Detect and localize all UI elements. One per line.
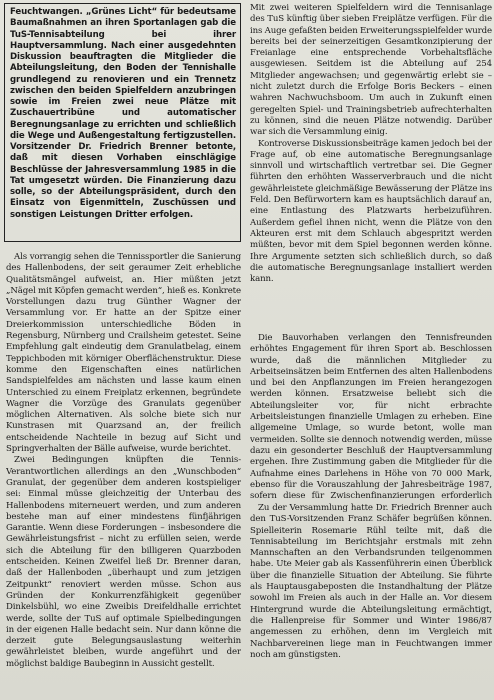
- lead-box: [4, 3, 241, 242]
- right-block-freiplaetze: [250, 3, 492, 323]
- paragraph-versammlung: Zu der Versammlung hatte Dr. Friedrich Brenner auch den TuS-Vorsitzenden Franz Schäfer begrüßen können. Spielleiterin Rosemarie Rühl teilte mit, daß die Tennisabteilung im Berichtsjahr erstmals mit zehn Mannschaften an den Verbandsrunden teilgenommen habe. Ute Meier gab als Kassenführerin einen Überblick über die finanzielle Situation der Abteilung. Sie führte als Hauptausgabeposten die Instandhaltung der Plätze sowohl im Freien als auch in der Halle an. Vor diesem Hintergrund wurde die Abteilungsleitung ermächtigt, die Hallenpreise für Sommer und Winter 1986/87 angemessen zu erhöhen, denn im Vergleich mit Nachbarvereinen liege man in Feuchtwangen immer noch am günstigsten.: [250, 503, 492, 660]
- right-block-bauvorhaben: [250, 333, 492, 501]
- paragraph-hallenboden: Als vorrangig sehen die Tennissportler die Sanierung des Hallenbodens, der seit geraumer Zeit erhebliche Qualitätsmängel aufweist, an. Hier müßten jetzt „Nägel mit Köpfen gemacht werden“, hieß es. Konkrete Vorstellungen dazu trug Günther Wagner der Versammlung vor. Er hatte an der Spitze einer Dreierkommission unterschiedliche Böden in Regensburg, Nürnberg und Crailsheim getestet. Seine Empfehlung galt eindeutig dem Granulatbelag, einem Teppichboden mit körniger Oberflächenstruktur. Diese komme den Eigenschaften eines natürlichen Sandspielfeldes am nächsten und lasse kaum einen Unterschied zu einem Freiplatz erkennen, begründete Wagner die Vorzüge des Granulats gegenüber möglichen Alternativen. Als solche biete sich nur Kunstrasen mit Quarzsand an, der freilich entscheidende Nachteile in bezug auf Sicht und Springverhalten der Bälle aufweise, wurde berichtet.: [6, 252, 241, 455]
- right-block-versammlung: [250, 503, 492, 693]
- lead-paragraph: [10, 7, 236, 221]
- paragraph-spielfelder: Mit zwei weiteren Spielfeldern wird die Tennisanlage des TuS künftig über sieben Freiplätze verfügen. Für die ins Auge gefaßten beiden Erweiterungsspielfelder wurde bereits bei der seinerzeitigen Gesamtkonzipierung der Freianlage eine entsprechende Vorbehaltsfläche ausgewiesen. Seitdem ist die Abteilung auf 254 Mitglieder angewachsen; und gegenwärtig erlebt sie – nicht zuletzt durch die Erfolge Boris Beckers – einen wahren Nachwuchsboom. Um auch in Zukunft einen geregelten Spiel- und Trainingsbetrieb aufrechterhalten zu können, sind die neuen Plätze notwendig. Darüber war sich die Versammlung einig.: [250, 3, 492, 138]
- right-column: [250, 0, 492, 693]
- left-body: [6, 252, 241, 700]
- paragraph-bauvorhaben: Die Bauvorhaben verlangen den Tennisfreunden erhöhtes Engagement für ihren Sport ab. Beschlossen wurde, daß die männlichen Mitglieder zu Arbeitseinsätzen beim Entfernen des alten Hallenbodens und bei den Anpflanzungen im Freien herangezogen werden können. Ersatzweise beliebt sich die Abteilungsleiter vor, für nicht erbrachte Arbeitsleistungen finanzielle Umlagen zu erheben. Eine allgemeine Umlage, so wurde betont, wolle man vermeiden. Sollte sie dennoch notwendig werden, müsse dazu ein gesonderter Beschluß der Hauptversammlung ergehen. Ihre Zustimmung gaben die Mitglieder für die Aufnahme eines Darlehens in Höhe von 70 000 Mark, ebenso für die Vorauszahlung der Jahresbeiträge 1987, sofern diese für Zwischenfinanzierungen erforderlich: [250, 333, 492, 501]
- paragraph-beregnung: Kontroverse Diskussionsbeiträge kamen jedoch bei der Frage auf, ob eine automatische Beregnungsanlage sinnvoll und wirtschaftlich vertretbar sei. Die Gegner führten den erhöhten Wasserverbrauch und die nicht gewährleistete gleichmäßige Bewässerung der Plätze ins Feld. Den Befürwortern kam es hauptsächlich darauf an, eine Entlastung des Platzwarts herbeizuführen. Außerdem gefiel ihnen nicht, wenn die Plätze von den Akteuren erst mit dem Schlauch abgespritzt werden müßten, bevor mit dem Spiel begonnen werden könne. Ihre Argumente setzten sich schließlich durch, so daß die automatische Beregnungsanlage installiert werden kann.: [250, 138, 492, 285]
- dateline: Feuchtwangen.: [10, 7, 83, 17]
- lead-text: „Grünes Licht“ für bedeutsame Baumaßnahmen an ihren Sportanlagen gab die TuS-Tennisabteilung bei ihrer Hauptversammlung. Nach einer ausgedehnten Diskussion beauftragten die Mitglieder die Abteilungsleitung, den Boden der Tennishalle grundlegend zu renovieren und ein Trennetz zwischen den beiden Spielfeldern anzubringen sowie im Freien zwei neue Plätze mit Zuschauertribüne und automatischer Beregnungsanlage zu errichten und schließlich die Wege und Außengestaltung fertigzustellen. Vorsitzender Dr. Friedrich Brenner betonte, daß mit diesen Vorhaben einschlägige Beschlüsse der Jahresversammlung 1985 in die Tat umgesetzt würden. Die Finanzierung dazu solle, so der Abteilungspräsident, durch den Einsatz von Eigenmitteln, Zuschüssen und sonstigen Leistungen Dritter erfolgen.: [10, 7, 236, 220]
- left-column: [2, 0, 244, 700]
- paragraph-bedingungen: Zwei Bedingungen knüpften die Tennis-Verantwortlichen allerdings an den „Wunschboden“ Granulat, der gegenüber dem anderen kostspieliger sei: Einmal müsse gleichzeitig der Unterbau des Hallenbodens miterneuert werden, und zum anderen bestehe man auf einer mindestens fünfjährigen Garantie. Wenn diese Forderungen – insbesondere die Gewährleistungsfrist – nicht zu erfüllen seien, werde sich die Abteilung für den billigeren Quarzboden entscheiden. Keinen Zweifel ließ Dr. Brenner daran, daß der Hallenboden „überhaupt und zum jetzigen Zeitpunkt“ renoviert werden müsse. Schon aus Gründen der Konkurrenzfähigkeit gegenüber Dinkelsbühl, wo eine Zweibis Dreifeldhalle errichtet werde, sollte der TuS auf optimale Spielbedingungen in der eigenen Halle bedacht sein. Nur dann könne die derzeit gute Belegungsauslastung weiterhin gewährleistet bleiben, wurde angeführt und der möglichst baldige Baubeginn in Aussicht gestellt.: [6, 455, 241, 669]
